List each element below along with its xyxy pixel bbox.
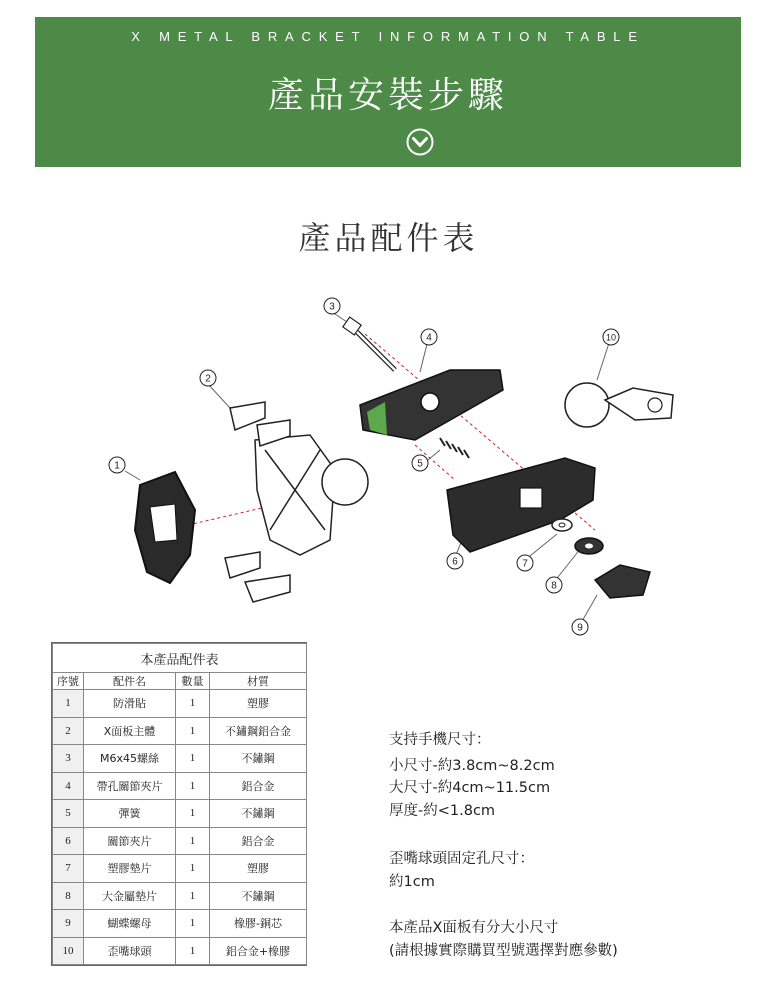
row-index: 2 xyxy=(53,717,84,745)
callout-3: 3 xyxy=(329,301,335,313)
row-quantity: 1 xyxy=(176,882,210,910)
header-part-name: 配件名 xyxy=(84,673,176,690)
joint-clip xyxy=(447,458,595,552)
phone-thickness: 厚度-約<1.8cm xyxy=(389,803,496,819)
row-index: 9 xyxy=(53,910,84,938)
row-part-name: 蝴蝶螺母 xyxy=(84,910,176,938)
row-material: 橡膠-銅芯 xyxy=(210,910,307,938)
parts-table-body xyxy=(53,690,307,965)
ball-head-hole-heading: 歪嘴球頭固定孔尺寸： xyxy=(389,851,534,867)
row-material: 鋁合金 xyxy=(210,827,307,855)
row-material: 不鏽鋼鋁合金 xyxy=(210,717,307,745)
row-quantity: 1 xyxy=(176,800,210,828)
plastic-washer xyxy=(552,519,572,531)
callout-5: 5 xyxy=(417,458,423,470)
row-quantity: 1 xyxy=(176,772,210,800)
row-quantity: 1 xyxy=(176,937,210,965)
phone-size-large: 大尺寸-約4cm~11.5cm xyxy=(389,780,551,796)
row-material: 塑膠 xyxy=(210,855,307,883)
table-row xyxy=(53,937,307,965)
anti-slip-pad xyxy=(135,472,195,583)
row-index: 1 xyxy=(53,690,84,718)
ball-head-hole-value: 約1cm xyxy=(389,874,435,890)
hole-joint-clip xyxy=(360,370,503,440)
table-row xyxy=(53,827,307,855)
callout-9: 9 xyxy=(577,622,583,634)
row-index: 3 xyxy=(53,745,84,773)
phone-size-small: 小尺寸-約3.8cm~8.2cm xyxy=(389,758,555,774)
row-material: 不鏽鋼 xyxy=(210,800,307,828)
section-title: 產品配件表 xyxy=(298,219,479,257)
callout-1: 1 xyxy=(114,460,120,472)
size-note-line2: (請根據實際購買型號選擇對應參數) xyxy=(389,943,618,959)
row-part-name: X面板主體 xyxy=(84,717,176,745)
table-row xyxy=(53,800,307,828)
callout-4: 4 xyxy=(426,332,432,344)
header-banner xyxy=(35,17,741,167)
row-material: 不鏽鋼 xyxy=(210,745,307,773)
row-quantity: 1 xyxy=(176,855,210,883)
row-part-name: 大金屬墊片 xyxy=(84,882,176,910)
phone-size-heading: 支持手機尺寸： xyxy=(389,732,491,748)
table-row xyxy=(53,717,307,745)
row-quantity: 1 xyxy=(176,745,210,773)
parts-table-caption: 本產品配件表 xyxy=(53,644,307,673)
row-quantity: 1 xyxy=(176,717,210,745)
parts-table xyxy=(51,642,307,966)
row-material: 鋁合金 xyxy=(210,772,307,800)
size-note-line1: 本產品X面板有分大小尺寸 xyxy=(389,920,559,936)
callout-2: 2 xyxy=(205,373,211,385)
callout-10: 10 xyxy=(605,332,617,343)
metal-washer xyxy=(575,538,603,554)
header-quantity: 數量 xyxy=(176,673,210,690)
row-index: 10 xyxy=(53,937,84,965)
x-panel-body xyxy=(225,402,368,602)
callout-6: 6 xyxy=(452,556,458,568)
row-quantity: 1 xyxy=(176,690,210,718)
row-part-name: 歪嘴球頭 xyxy=(84,937,176,965)
row-part-name: 關節夾片 xyxy=(84,827,176,855)
header-material: 材質 xyxy=(210,673,307,690)
wing-nut xyxy=(595,565,650,598)
callout-7: 7 xyxy=(522,558,528,570)
row-part-name: 彈簧 xyxy=(84,800,176,828)
row-index: 5 xyxy=(53,800,84,828)
spring xyxy=(440,438,469,458)
row-part-name: 塑膠墊片 xyxy=(84,855,176,883)
header-subtitle: X METAL BRACKET INFORMATION TABLE xyxy=(131,29,645,44)
table-row xyxy=(53,690,307,718)
table-row xyxy=(53,745,307,773)
callout-8: 8 xyxy=(551,580,557,592)
row-material: 不鏽鋼 xyxy=(210,882,307,910)
row-index: 8 xyxy=(53,882,84,910)
row-index: 7 xyxy=(53,855,84,883)
table-row xyxy=(53,882,307,910)
table-row xyxy=(53,855,307,883)
row-quantity: 1 xyxy=(176,910,210,938)
header-index: 序號 xyxy=(53,673,84,690)
table-row xyxy=(53,910,307,938)
table-row xyxy=(53,772,307,800)
row-part-name: M6x45螺絲 xyxy=(84,745,176,773)
row-material: 鋁合金+橡膠 xyxy=(210,937,307,965)
header-title: 產品安裝步驟 xyxy=(267,75,508,116)
screw xyxy=(343,317,395,370)
ball-head xyxy=(565,383,673,427)
row-index: 4 xyxy=(53,772,84,800)
exploded-parts-diagram xyxy=(95,290,695,640)
row-part-name: 帶孔關節夾片 xyxy=(84,772,176,800)
row-part-name: 防滑貼 xyxy=(84,690,176,718)
chevron-down-icon[interactable] xyxy=(405,127,435,157)
row-index: 6 xyxy=(53,827,84,855)
row-quantity: 1 xyxy=(176,827,210,855)
row-material: 塑膠 xyxy=(210,690,307,718)
